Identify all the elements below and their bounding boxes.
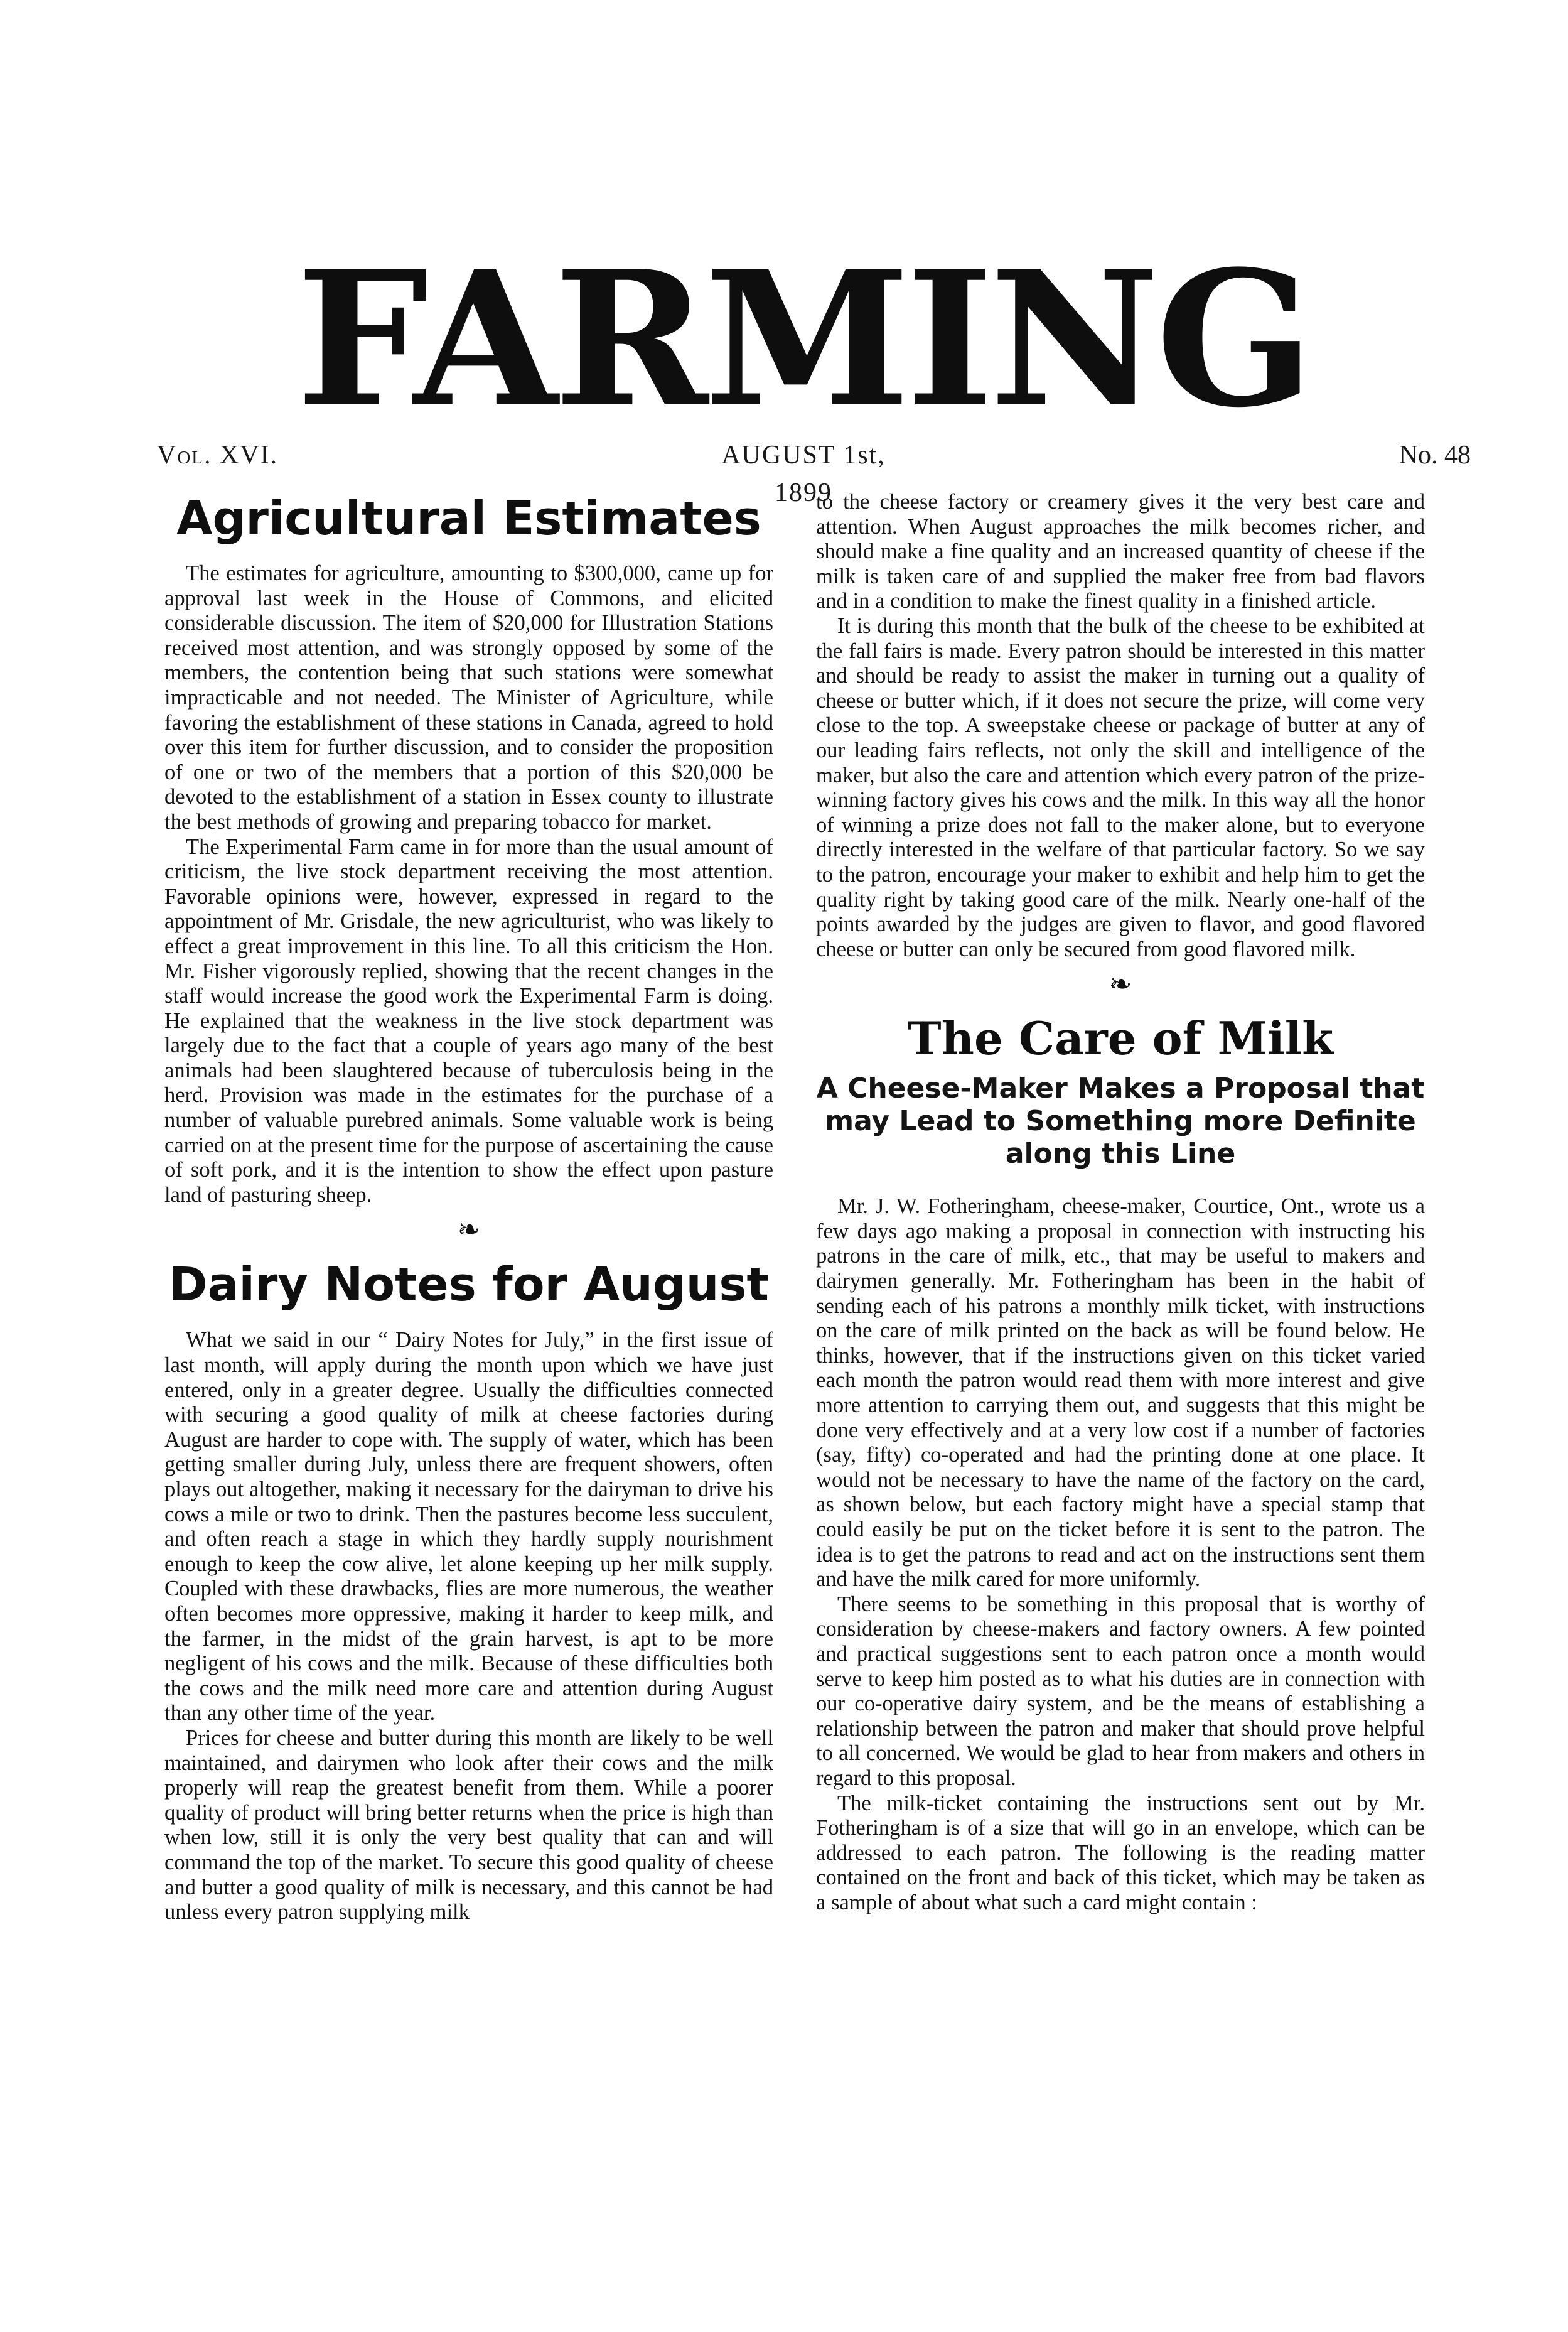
- article-paragraph: The Experimental Farm came in for more than the usual amount of criticism, the live stock department receiving the most attention. Favorable opinions were, however, expressed in regard to the appointment of Mr. Grisdale, the new agriculturist, who was likely to effect a great improvement in this line. To all this criticism the Hon. Mr. Fisher vigorously replied, showing that the recent changes in the staff would increase the good work the Experimental Farm is doing. He explained that the weakness in the live stock department was largely due to the fact that a couple of years ago many of the best animals had been slaughtered because of tuberculosis being in the herd. Provision was made in the estimates for the purchase of a number of valuable purebred animals. Some valuable work is being carried on at the present time for the purpose of ascertaining the cause of soft pork, and it is the intention to show the effect upon pasture land of pasturing sheep.: [164, 834, 773, 1207]
- article-paragraph: There seems to be something in this proposal that is worthy of consideration by cheese-makers and factory owners. A few pointed and practical suggestions sent to each patron once a month would serve to keep him posted as to what his duties are in connection with our co-operative dairy system, and be the means of establishing a relationship between the patron and maker that should prove helpful to all concerned. We would be glad to hear from makers and others in regard to this proposal.: [816, 1592, 1425, 1790]
- right-column: [816, 490, 1425, 2286]
- ornament-icon: ❧: [457, 1214, 481, 1246]
- article-paragraph: The estimates for agriculture, amounting to $300,000, came up for approval last week in the House of Commons, and elicited considerable discussion. The item of $20,000 for Illustration Stations received most attention, and was strongly opposed by some of the members, the contention being that such stations were somewhat impracticable and not needed. The Minister of Agriculture, while favoring the establishment of these stations in Canada, agreed to hold over this item for further discussion, and to consider the proposition of one or two of the members that a portion of this $20,000 be devoted to the establishment of a station in Essex county to illustrate the best methods of growing and preparing tobacco for market.: [164, 561, 773, 834]
- article-paragraph: to the cheese factory or creamery gives it the very best care and attention. When August approaches the milk becomes richer, and should make a fine quality and an increased quantity of cheese if the milk is taken care of and supplied the maker free from bad flavors and in a condition to make the finest quality in a finished article.: [816, 490, 1425, 613]
- article-paragraph: Mr. J. W. Fotheringham, cheese-maker, Courtice, Ont., wrote us a few days ago making a proposal in connection with instructing his patrons in the care of milk, etc., that may be useful to makers and dairymen generally. Mr. Fotheringham has been in the habit of sending each of his patrons a monthly milk ticket, with instructions on the care of milk printed on the back as will be found below. He thinks, however, that if the instructions given on this ticket varied each month the patron would read them with more interest and give more attention to carrying them out, and suggests that this might be done very effectively and at a very low cost if a number of factories (say, fifty) co-operated and had the printing done at one place. It would not be necessary to have the name of the factory on the card, as shown below, but each factory might have a special stamp that could easily be put on the ticket before it is sent to the patron. The idea is to get the patrons to read and act on the instructions sent them and have the milk cared for more uniformly.: [816, 1194, 1425, 1592]
- article-subtitle: A Cheese-Maker Makes a Proposal that may Lead to Something more Definite along this Line: [816, 1072, 1425, 1170]
- article-title: The Care of Milk: [908, 1012, 1333, 1066]
- article-paragraph: The milk-ticket containing the instructions sent out by Mr. Fotheringham is of a size that will go in an envelope, which can be addressed to each patron. The following is the reading matter contained on the front and back of this ticket, which may be taken as a sample of about what such a card might contain :: [816, 1791, 1425, 1914]
- article-paragraph: Prices for cheese and butter during this month are likely to be well maintained, and dairymen who look after their cows and the milk properly will reap the greatest benefit from them. While a poorer quality of product will bring better returns when the price is high than when low, still it is only the very best quality that can and will command the top of the market. To secure this good quality of cheese and butter a good quality of milk is necessary, and this cannot be had unless every patron supplying milk: [164, 1725, 773, 1924]
- article-care-of-milk: [816, 1011, 1425, 1915]
- volume-number: Vol. XVI.: [157, 441, 279, 470]
- article-title: Agricultural Estimates: [176, 492, 761, 546]
- article-paragraph: What we said in our “ Dairy Notes for July,” in the first issue of last month, will apply during the month upon which we have just entered, only in a greater degree. Usually the difficulties connected with securing a good quality of milk at cheese factories during August are harder to cope with. The supply of water, which has been getting smaller during July, unless there are frequent showers, often plays out altogether, making it necessary for the dairyman to drive his cows a mile or two to drink. Then the pastures become less succulent, and often reach a stage in which they hardly supply nourishment enough to keep the cow alive, let alone keeping up her milk supply. Coupled with these drawbacks, flies are more numerous, the weather often becomes more oppressive, making it harder to keep milk, and the farmer, in the midst of the grain harvest, is apt to be more negligent of his cows and the milk. Because of these difficulties both the cows and the milk need more care and attention during August than any other time of the year.: [164, 1328, 773, 1725]
- article-agricultural-estimates: [164, 490, 773, 1207]
- article-title: Dairy Notes for August: [169, 1258, 769, 1312]
- issue-number: No. 48: [1399, 441, 1471, 470]
- ornament-icon: ❧: [1109, 969, 1132, 1000]
- left-column: [164, 490, 773, 2286]
- article-dairy-notes: [164, 1256, 773, 1924]
- article-dairy-notes-continued: [816, 490, 1425, 962]
- issue-date: AUGUST 1st, 1899: [721, 441, 886, 507]
- article-paragraph: It is during this month that the bulk of the cheese to be exhibited at the fall fairs is made. Every patron should be interested in this matter and should be ready to assist the maker in turning out a quality of cheese or butter which, if it does not secure the prize, will come very close to the top. A sweepstake cheese or package of butter at any of our leading fairs reflects, not only the skill and intelligence of the maker, but also the care and attention which every patron of the prize-winning factory gives his cows and the milk. In this way all the honor of winning a prize does not fall to the maker alone, but to everyone directly interested in the welfare of that particular factory. So we say to the patron, encourage your maker to exhibit and help him to get the quality right by taking good care of the milk. Nearly one-half of the points awarded by the judges are given to flavor, and good flavored cheese or butter can only be secured from good flavored milk.: [816, 613, 1425, 961]
- masthead-title: FARMING: [296, 230, 1311, 448]
